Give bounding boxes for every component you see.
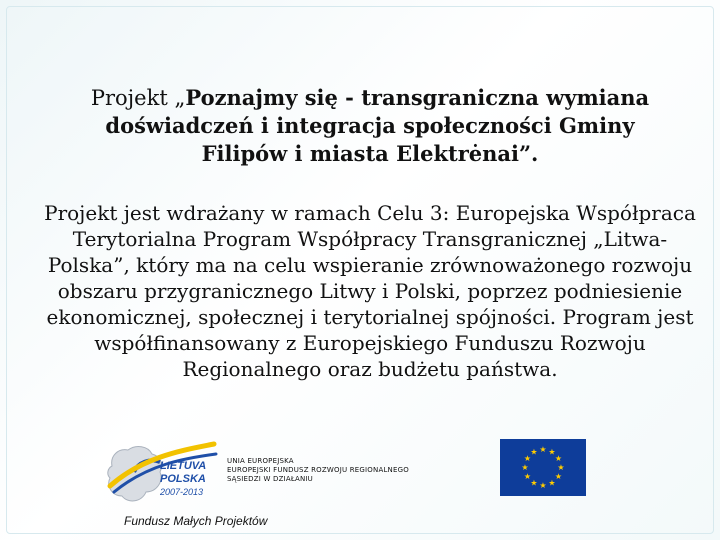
title-bold: Poznajmy się - transgraniczna wymiana doświadczeń i integracja społeczności Gminy Filipów i miasta Elektrėnai”. — [105, 85, 650, 166]
logo-polska: POLSKA — [160, 473, 206, 485]
svg-text:★: ★ — [554, 472, 563, 481]
svg-text:★: ★ — [554, 454, 563, 463]
eu-text-line3: SĄSIEDZI W DZIAŁANIU — [227, 475, 313, 483]
svg-text:★: ★ — [548, 478, 556, 488]
eu-text-line2: EUROPEJSKI FUNDUSZ ROZWOJU REGIONALNEGO — [227, 466, 409, 474]
svg-text:★: ★ — [548, 447, 556, 457]
eu-text-block — [227, 457, 409, 484]
eu-flag-icon — [500, 439, 586, 496]
svg-text:★: ★ — [530, 447, 538, 457]
title-prefix: Projekt „ — [90, 86, 186, 110]
project-description: Projekt jest wdrażany w ramach Celu 3: Europejska Współpraca Terytorialna Program Współpracy Transgranicznej „Litwa-Polska”, który ma na celu wspieranie zrównoważonego rozwoju obszaru przygranicznego Litwy i Polski, poprzez podniesienie ekonomicznej, społecznej i terytorialnej spójności. Program jest współfinansowany z Europejskiego Funduszu Rozwoju Regionalnego oraz budżetu państwa. — [44, 201, 696, 381]
svg-text:★: ★ — [530, 478, 538, 488]
svg-text:★: ★ — [523, 454, 532, 463]
svg-text:★: ★ — [523, 472, 532, 481]
logo-years: 2007-2013 — [160, 487, 204, 497]
logo-lietuva: LIETUVA — [160, 460, 207, 472]
svg-text:★: ★ — [521, 463, 529, 472]
lietuva-polska-logo-icon — [104, 436, 222, 510]
svg-text:★: ★ — [539, 445, 547, 454]
eu-text-line1: UNIA EUROPEJSKA — [227, 457, 294, 465]
slide-title — [60, 84, 680, 168]
fund-caption: Fundusz Małych Projektów — [124, 514, 268, 528]
svg-text:★: ★ — [557, 463, 565, 472]
svg-text:★: ★ — [539, 481, 547, 490]
